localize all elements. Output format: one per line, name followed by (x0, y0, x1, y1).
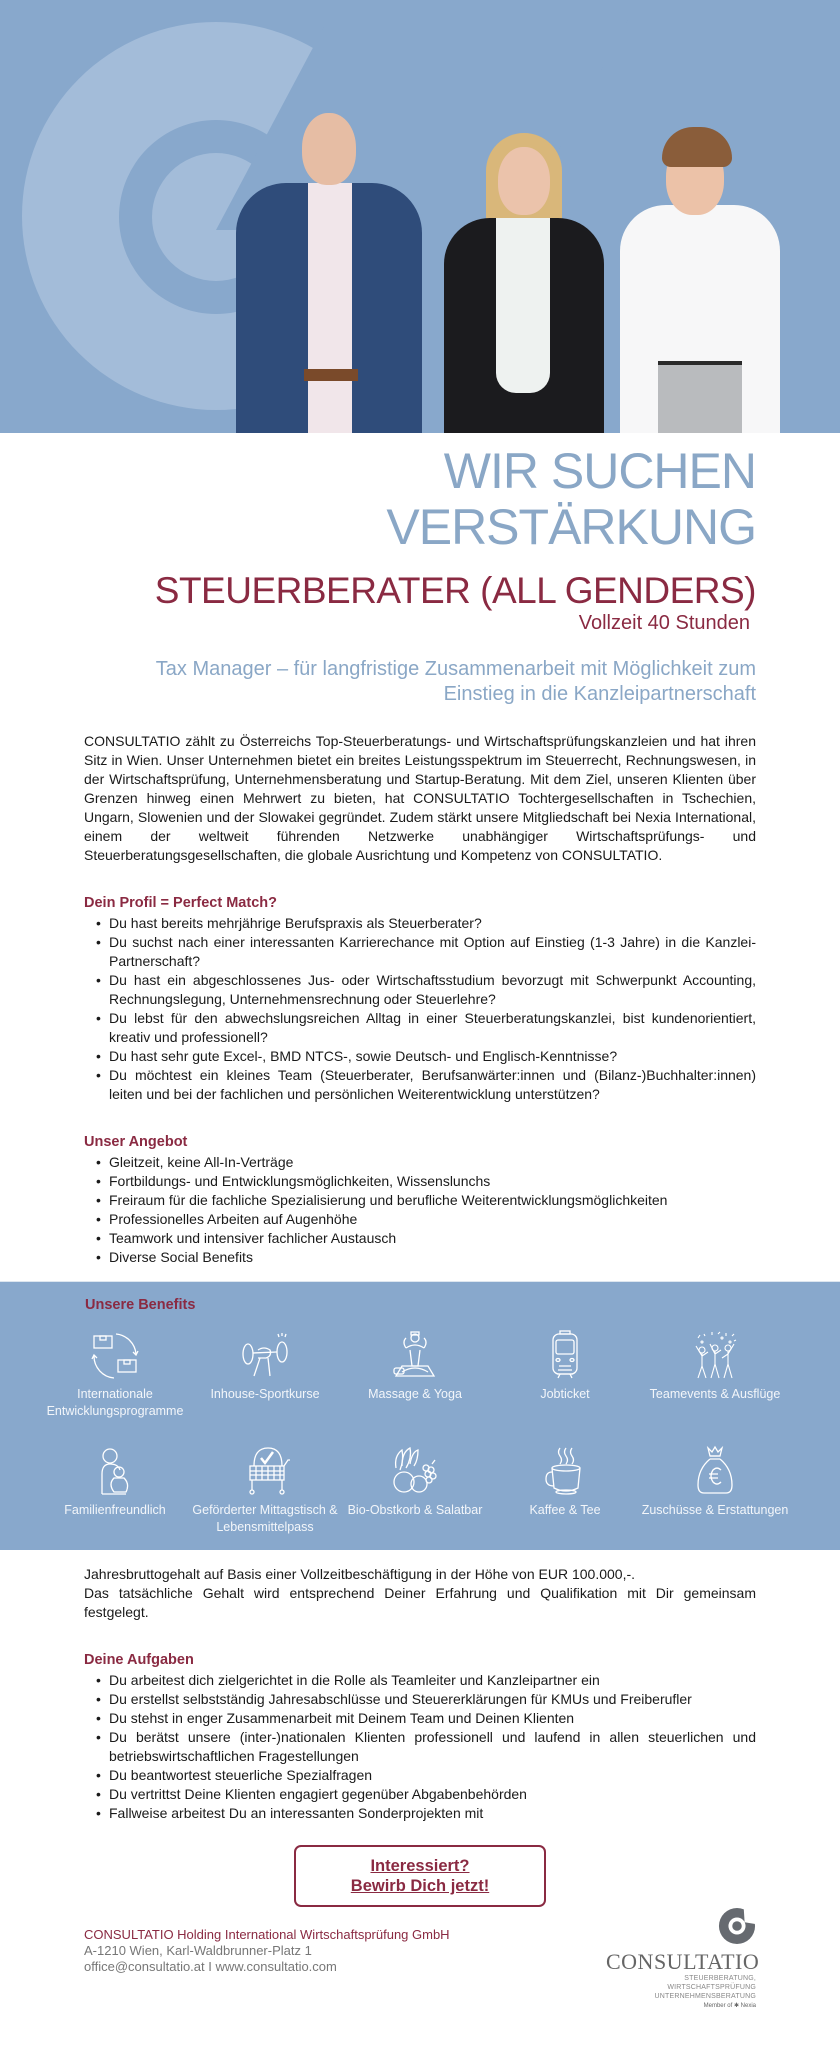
benefit-item (490, 1328, 640, 1432)
benefit-item (190, 1328, 340, 1432)
family-icon (40, 1444, 190, 1498)
street-address: A-1210 Wien, Karl-Waldbrunner-Platz 1 (84, 1943, 312, 1958)
offer-heading: Unser Angebot (84, 1134, 188, 1150)
benefit-item (190, 1444, 340, 1548)
list-item: • Du suchst nach einer interessanten Karrierechance mit Option auf Einstieg (1-3 Jahre) in die Kanzlei-Partnerschaft? (84, 933, 756, 971)
shopping-cart-icon (190, 1444, 340, 1498)
tasks-list (84, 1671, 756, 1823)
list-item: • Du berätst unsere (inter-)nationalen Klienten professionell und laufend in allen steuerlichen und betriebswirtschaftlichen Fragestellungen (84, 1728, 756, 1766)
benefits-section (0, 1281, 840, 1550)
list-item: • Teamwork und intensiver fachlicher Austausch (84, 1229, 756, 1248)
benefit-label: Familienfreundlich (64, 1503, 166, 1517)
list-item: • Du beantwortest steuerliche Spezialfragen (84, 1766, 756, 1785)
benefit-label: Teamevents & Ausflüge (649, 1387, 781, 1401)
list-item: • Du arbeitest dich zielgerichtet in die Rolle als Teamleiter und Kanzleipartner ein (84, 1671, 756, 1690)
list-item: • Du stehst in enger Zusammenarbeit mit Deinem Team und Deinen Klienten (84, 1709, 756, 1728)
job-subtitle-line-1: Tax Manager – für langfristige Zusammenarbeit mit Möglichkeit zum (155, 658, 756, 680)
job-subtitle (84, 657, 756, 707)
list-item: • Du erstellst selbstständig Jahresabschlüsse und Steuererklärungen für KMUs und Freiberufler (84, 1690, 756, 1709)
benefit-label: Inhouse-Sportkurse (210, 1387, 320, 1401)
benefit-label: Geförderter Mittagstisch & Lebensmittelpass (192, 1503, 338, 1534)
benefit-item (640, 1328, 790, 1432)
list-item: • Professionelles Arbeiten auf Augenhöhe (84, 1210, 756, 1229)
list-item: • Diverse Social Benefits (84, 1248, 756, 1267)
contact-links[interactable]: office@consultatio.at I www.consultatio.com (84, 1959, 337, 1974)
team-photo-person-1 (236, 113, 422, 433)
page-title: WIR SUCHEN VERSTÄRKUNG (386, 443, 756, 555)
list-item: • Du möchtest ein kleines Team (Steuerberater, Berufsanwärter:innen und (Bilanz-)Buchhalter:innen) leiten und bei der fachlichen und persönlichen Weiterentwicklung unterstützen? (84, 1066, 756, 1104)
team-photo-person-3 (620, 127, 780, 433)
consultatio-c-mark-icon (718, 1907, 756, 1945)
working-hours: Vollzeit 40 Stunden (578, 612, 750, 634)
benefit-item (40, 1444, 190, 1548)
company-address (84, 1927, 450, 1975)
list-item: • Gleitzeit, keine All-In-Verträge (84, 1153, 756, 1172)
logo-tagline-2: UNTERNEHMENSBERATUNG (654, 1993, 756, 2000)
list-item: • Du vertrittst Deine Klienten engagiert gegenüber Abgabenbehörden (84, 1785, 756, 1804)
benefit-item (490, 1444, 640, 1548)
cta-container (0, 1845, 840, 1907)
list-item: • Du hast ein abgeschlossenes Jus- oder Wirtschaftsstudium bevorzugt mit Schwerpunkt Accounting, Rechnungslegung, Unternehmensrechnung oder Steuerlehre? (84, 971, 756, 1009)
tasks-heading: Deine Aufgaben (84, 1652, 194, 1668)
profile-list (84, 914, 756, 1104)
celebration-icon (640, 1328, 790, 1382)
dumbbell-icon (190, 1328, 340, 1382)
benefit-label: Internationale Entwicklungsprogramme (46, 1387, 184, 1418)
job-subtitle-line-2: Einstieg in die Kanzleipartnerschaft (443, 683, 756, 705)
offer-list (84, 1153, 756, 1267)
benefit-item (40, 1328, 190, 1432)
company-name: CONSULTATIO Holding International Wirtschaftsprüfung GmbH (84, 1927, 450, 1942)
money-bag-euro-icon (640, 1444, 790, 1498)
list-item: • Fortbildungs- und Entwicklungsmöglichkeiten, Wissenslunchs (84, 1172, 756, 1191)
job-title: STEUERBERATER (ALL GENDERS) (154, 570, 756, 611)
salary-note: Das tatsächliche Gehalt wird entsprechend Deiner Erfahrung und Qualifikation mit Dir gemeinsam festgelegt. (84, 1585, 756, 1620)
consultatio-logo (606, 1907, 760, 2011)
nexia-membership: Member of ✱ Nexia (703, 2003, 756, 2009)
list-item: • Freiraum für die fachliche Spezialisierung und berufliche Weiterentwicklungsmöglichkeiten (84, 1191, 756, 1210)
yoga-icon (340, 1328, 490, 1382)
company-intro: CONSULTATIO zählt zu Österreichs Top-Steuerberatungs- und Wirtschaftsprüfungskanzleien und hat ihren Sitz in Wien. Unser Unternehmen bietet ein breites Leistungsspektrum im Steuerrecht, Rechnungswesen, in der Wirtschaftsprüfung, Unternehmensberatung und Startup-Beratung. Mit dem Ziel, unseren Klienten über Grenzen hinweg einen Mehrwert zu bieten, hat CONSULTATIO Tochtergesellschaften in Tschechien, Ungarn, Slowenien und der Slowakei gegründet. Zudem stärkt unsere Mitgliedschaft bei Nexia International, einem der weltweit führenden Netzwerke unabhängiger Wirtschaftsprüfungs- und Steuerberatungsgesellschaften, die globale Ausrichtung und Kompetenz von CONSULTATIO. (84, 733, 756, 863)
apply-button-line-1: Interessiert? (370, 1857, 470, 1875)
coffee-cup-icon (490, 1444, 640, 1498)
benefits-grid (40, 1328, 810, 1548)
benefit-item (340, 1444, 490, 1548)
list-item: • Du hast sehr gute Excel-, BMD NTCS-, sowie Deutsch- und Englisch-Kenntnisse? (84, 1047, 756, 1066)
fruit-basket-icon (340, 1444, 490, 1498)
exchange-boxes-icon (40, 1328, 190, 1382)
benefit-label: Jobticket (540, 1387, 590, 1401)
benefit-label: Zuschüsse & Erstattungen (641, 1503, 789, 1517)
list-item: • Fallweise arbeitest Du an interessanten Sonderprojekten mit (84, 1804, 756, 1823)
apply-now-button[interactable] (294, 1845, 546, 1907)
profile-heading: Dein Profil = Perfect Match? (84, 895, 277, 911)
footer (0, 1907, 840, 2047)
salary-info (84, 1565, 756, 1622)
benefits-heading: Unsere Benefits (85, 1297, 196, 1313)
benefit-item (340, 1328, 490, 1432)
benefit-label: Bio-Obstkorb & Salatbar (347, 1503, 483, 1517)
team-photo-person-2 (444, 133, 604, 433)
hero-banner (0, 0, 840, 433)
list-item: • Du hast bereits mehrjährige Berufspraxis als Steuerberater? (84, 914, 756, 933)
logo-tagline-1: STEUERBERATUNG, WIRTSCHAFTSPRÜFUNG (667, 1975, 756, 1991)
benefit-item (640, 1444, 790, 1548)
list-item: • Du lebst für den abwechslungsreichen Alltag in einer Steuerberatungskanzlei, bist kundenorientiert, kreativ und professionell? (84, 1009, 756, 1047)
benefit-label: Kaffee & Tee (529, 1503, 601, 1517)
salary-amount: Jahresbruttogehalt auf Basis einer Vollzeitbeschäftigung in der Höhe von EUR 100.000,-. (84, 1566, 636, 1582)
logo-wordmark: CONSULTATIO (606, 1949, 760, 1974)
benefit-label: Massage & Yoga (368, 1387, 462, 1401)
apply-button-line-2: Bewirb Dich jetzt! (350, 1877, 490, 1895)
train-icon (490, 1328, 640, 1382)
